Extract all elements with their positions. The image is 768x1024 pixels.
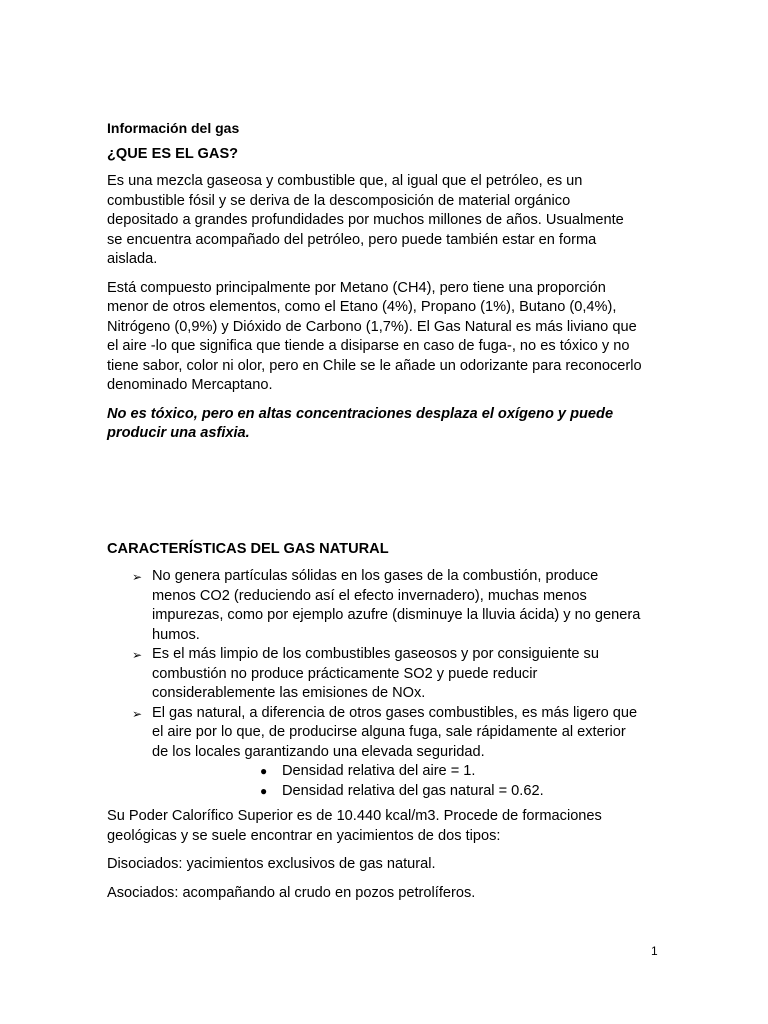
list-item-text: El gas natural, a diferencia de otros gases combustibles, es más ligero que el aire por lo que, de producirse alguna fuga, sale rápidamente al exterior de los locales garantizando una elevada seguridad.	[152, 704, 638, 760]
arrow-bullet-icon: ➢	[132, 648, 143, 662]
arrow-bullet-icon: ➢	[132, 570, 143, 584]
paragraph-asociados: Asociados: acompañando al crudo en pozos petrolíferos.	[107, 884, 476, 901]
dot-bullet-icon: ●	[260, 764, 268, 778]
list-item	[107, 567, 643, 645]
paragraph-composition: Está compuesto principalmente por Metano (CH4), pero tiene una proporción menor de otros elementos, como el Etano (4%), Propano (1%), Butano (0,4%), Nitrógeno (0,9%) y Dióxido de Carbono (1,7%). El Gas Natural es más liviano que el aire -lo que significa que tiende a disiparse en caso de fuga-, no es tóxico y no tiene sabor, color ni olor, pero en Chile se le añade un odorizante para reconocerlo denominado Mercaptano.	[107, 279, 642, 393]
list-item-text: Densidad relativa del gas natural = 0.62.	[282, 782, 544, 799]
list-item	[107, 782, 643, 802]
section-heading-caracteristicas: CARACTERÍSTICAS DEL GAS NATURAL	[107, 540, 389, 557]
paragraph-calorific: Su Poder Calorífico Superior es de 10.440 kcal/m3. Procede de formaciones geológicas y se suele encontrar en yacimientos de dos tipos:	[107, 808, 602, 844]
warning-text: No es tóxico, pero en altas concentraciones desplaza el oxígeno y puede producir una asfixia.	[107, 405, 614, 441]
list-item	[107, 762, 643, 782]
document-title: Información del gas	[107, 120, 240, 136]
page-number: 1	[651, 944, 658, 958]
section-heading-que-es: ¿QUE ES EL GAS?	[107, 145, 239, 162]
section-caracteristicas	[107, 540, 643, 904]
list-item-text: Es el más limpio de los combustibles gaseosos y por consiguiente su combustión no produce prácticamente SO2 y puede reducir considerablemente las emisiones de NOx.	[152, 646, 599, 701]
list-item	[107, 704, 643, 802]
list-item	[107, 645, 643, 704]
paragraph-disociados: Disociados: yacimientos exclusivos de gas natural.	[107, 856, 436, 872]
document-body	[107, 119, 643, 912]
arrow-bullet-icon: ➢	[132, 706, 143, 721]
density-list	[107, 762, 643, 801]
list-item-text: No genera partículas sólidas en los gases de la combustión, produce menos CO2 (reduciendo así el efecto invernadero), muchas menos impurezas, como por ejemplo azufre (disminuye la lluvia ácida) y no genera humos.	[152, 568, 641, 643]
paragraph-definition: Es una mezcla gaseosa y combustible que, al igual que el petróleo, es un combustible fósil y se deriva de la descomposición de material orgánico depositado a grandes profundidades por muchos millones de años. Usualmente se encuentra acompañado del petróleo, pero puede también estar en forma aislada.	[107, 173, 624, 267]
dot-bullet-icon: ●	[260, 783, 268, 798]
list-item-text: Densidad relativa del aire = 1.	[282, 763, 476, 779]
characteristics-list	[107, 567, 643, 801]
